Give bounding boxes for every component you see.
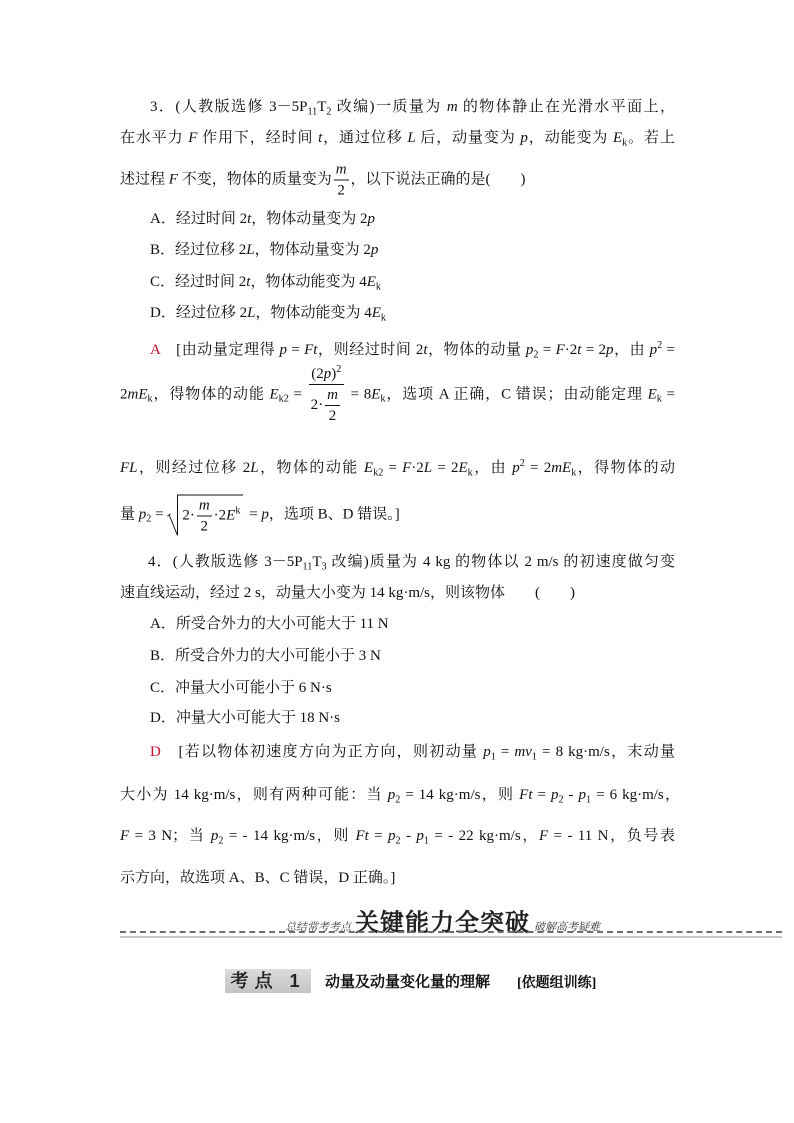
math-variable: t (577, 342, 582, 358)
question-4-answer-line-3 (120, 825, 675, 847)
fraction-numerator (334, 161, 349, 181)
option-label: A． (150, 211, 176, 227)
answer-text (160, 744, 675, 763)
question-3-stem-line-2 (120, 127, 675, 149)
text-run: 冲量大小可能大于 18 N·s (175, 710, 341, 726)
option-label: B． (150, 648, 176, 664)
subscript: k (147, 393, 153, 405)
text-run: = 6 kg·m/s， (591, 787, 680, 803)
math-variable: p (416, 828, 424, 844)
option-text (175, 274, 381, 293)
text-run: ·2 (564, 342, 578, 358)
text-run: 量 (120, 506, 139, 523)
math-variable: p (210, 828, 219, 844)
text-run: 2· (182, 507, 195, 524)
text-run: 冲量大小可能小于 6 N·s (175, 680, 332, 696)
subscript: 1 (531, 751, 537, 763)
text-run: = (287, 342, 305, 358)
question-3-answer-line-4 (120, 495, 400, 536)
text-run: 经过时间 2 (175, 211, 248, 227)
answer-text (160, 340, 675, 361)
math-variable: m (198, 497, 210, 514)
option-label: C． (150, 274, 176, 290)
text-run: 改编)一质量为 (331, 99, 447, 115)
text-run: ，物体的动能 (258, 460, 364, 476)
fraction (197, 497, 212, 536)
superscript: 2 (657, 340, 663, 352)
subscript: 1 (586, 794, 592, 806)
question-4-answer-line-1 (150, 741, 675, 763)
question-3-option-d (150, 302, 386, 324)
math-variable: Ft (304, 342, 318, 358)
text-run: (2 (311, 366, 324, 382)
text-run: ，选项 B、D 错误。] (268, 506, 400, 523)
question-3-option-c (150, 271, 381, 293)
superscript: k (235, 505, 241, 517)
text-run: T (317, 99, 327, 115)
math-variable: p (512, 460, 520, 476)
subscript: 2 (146, 513, 152, 525)
text-run: 不变，物体的质量变为 (177, 171, 332, 188)
question-3-stem-line-1 (150, 96, 675, 118)
text-run: 经过位移 2 (175, 242, 247, 258)
text-run: = 3 N；当 (129, 828, 211, 844)
math-variable: F (120, 828, 130, 844)
math-variable: L (246, 242, 255, 258)
subscript: k (467, 467, 473, 479)
banner-divider (120, 931, 782, 938)
text-run: 所受合外力的大小可能小于 3 N (175, 648, 381, 664)
option-text (175, 680, 332, 696)
text-run: ，以下说法正确的是( ) (350, 171, 526, 188)
math-variable: t (246, 274, 251, 290)
math-variable: m (335, 161, 347, 178)
text-run: 作用下，经时间 (197, 130, 319, 146)
math-variable: m (327, 387, 338, 403)
text-run: = (383, 460, 403, 476)
text-run: = - 14 kg·m/s，则 (223, 828, 356, 844)
text-run: = 2 (581, 342, 607, 358)
subscript: k (380, 312, 386, 324)
fraction-denominator (334, 181, 349, 200)
math-variable: p (550, 787, 559, 803)
math-variable: p (367, 211, 376, 227)
math-variable: p (525, 342, 534, 358)
subscript: 11 (302, 561, 313, 573)
math-variable: F (538, 828, 549, 844)
text-run: 在水平力 (120, 130, 189, 146)
question-3-option-b (150, 239, 378, 261)
option-label: C． (150, 680, 176, 696)
superscript: 2 (336, 364, 342, 376)
text-run: 述过程 (120, 171, 169, 188)
question-3-stem-line-3 (120, 161, 526, 200)
math-variable: t (247, 211, 252, 227)
question-4-answer-line-2 (120, 784, 680, 806)
math-variable: FL (120, 460, 138, 476)
text-run: 的物体静止在光滑水平面上， (457, 99, 675, 115)
fraction-numerator (325, 386, 340, 406)
math-variable: E (458, 460, 468, 476)
text-run: ，物体动能变为 4 (255, 305, 372, 321)
subscript: 11 (307, 106, 318, 118)
fraction-denominator (309, 385, 344, 425)
math-variable: F (402, 460, 412, 476)
text-run: = - 11 N，负号表 (548, 828, 676, 844)
text-run: = (532, 787, 551, 803)
math-variable: E (363, 460, 374, 476)
text-run: = 8 kg·m/s，末动量 (537, 744, 675, 760)
option-label: D． (150, 305, 176, 321)
banner-left-caption: 总结常考考点 (285, 921, 351, 934)
question-4-stem-line-1 (148, 551, 675, 573)
text-run: = 2 (432, 460, 459, 476)
text-run: ，动能变为 (527, 130, 613, 146)
math-variable: L (247, 305, 256, 321)
text-run: - (400, 828, 417, 844)
topic-badge-label: 考点 1 (230, 971, 306, 991)
option-label: B． (150, 242, 176, 258)
math-variable: Ft (519, 787, 533, 803)
text-run: 2 (328, 408, 337, 424)
text-run: 2 (120, 386, 128, 403)
subscript: 2 (558, 794, 564, 806)
math-variable: L (423, 460, 433, 476)
text-run: 。若上 (627, 130, 675, 146)
text-run: ，物体动量变为 2 (254, 242, 371, 258)
text-run: = 14 kg·m/s，则 (400, 787, 520, 803)
text-run: 所受合外力的大小可能大于 11 N (175, 616, 389, 632)
text-run: = (288, 386, 307, 403)
text-run: = (538, 342, 556, 358)
option-text (175, 242, 378, 258)
text-run: 后，动量变为 (415, 130, 521, 146)
subscript: 1 (423, 835, 429, 847)
option-text (176, 710, 340, 726)
text-run: ·2 (411, 460, 424, 476)
text-run: ，由 (613, 342, 650, 358)
text-run: 经过位移 2 (175, 305, 248, 321)
text-run: ，则经过时间 2 (317, 342, 424, 358)
question-4-answer-line-4 (120, 867, 395, 889)
text-run: [若以物体初速度方向为正方向，则初动量 (160, 744, 484, 760)
subscript: k (656, 393, 662, 405)
subscript: 3 (321, 561, 327, 573)
option-text (176, 616, 389, 632)
answer-letter: D (150, 744, 161, 760)
text-run: ，得物体的动 (576, 460, 675, 476)
text-run: ·2 (213, 507, 227, 524)
subscript: 2 (395, 794, 401, 806)
math-variable: F (168, 171, 178, 188)
text-run: ，由 (472, 460, 513, 476)
text-run: - (563, 787, 579, 803)
text-run: ，物体的动量 (427, 342, 526, 358)
question-3-answer-line-1 (150, 339, 675, 361)
math-variable: mE (551, 460, 572, 476)
text-run: ，物体动能变为 4 (250, 274, 367, 290)
text-run: = (662, 342, 675, 358)
math-variable: mE (127, 386, 148, 403)
text-run: = 2 (524, 460, 552, 476)
question-4-option-c (150, 677, 332, 699)
text-run: 速直线运动，经过 2 s，动量大小变为 14 kg·m/s，则该物体 ( ) (120, 585, 575, 601)
subscript: k (380, 393, 386, 405)
banner-title: 关键能力全突破 (355, 909, 530, 937)
text-run: ，得物体的动能 (152, 386, 270, 403)
math-variable: p (261, 506, 269, 523)
math-variable: t (318, 130, 323, 146)
question-3-answer-line-2 (120, 365, 675, 425)
question-3-option-a (150, 208, 375, 230)
text-run: 改编)质量为 4 kg 的物体以 2 m/s 的初速度做匀变 (326, 554, 675, 570)
subscript: k (375, 281, 381, 293)
option-text (175, 648, 381, 664)
subscript: 2 (218, 835, 224, 847)
text-run: 经过时间 2 (175, 274, 247, 290)
text-run: ) (331, 366, 337, 382)
math-variable: m (446, 99, 458, 115)
text-run: = (151, 506, 168, 523)
fraction (325, 386, 340, 425)
math-variable: E (269, 386, 279, 403)
option-label: A． (150, 616, 176, 632)
text-run: = (495, 744, 515, 760)
text-run: 3．(人教版选修 3－5P (150, 99, 308, 115)
math-variable: L (407, 130, 416, 146)
math-variable: p (649, 342, 658, 358)
math-variable: F (188, 130, 198, 146)
text-run: T (312, 554, 322, 570)
math-variable: p (578, 787, 587, 803)
option-text (175, 305, 386, 324)
text-run: 2 (337, 182, 345, 199)
math-variable: p (323, 366, 332, 382)
fraction (309, 365, 344, 425)
subscript: 2 (326, 106, 332, 118)
math-variable: p (387, 787, 396, 803)
text-run: ，物体动量变为 2 (251, 211, 368, 227)
topic-badge (225, 969, 311, 993)
math-variable: p (279, 342, 288, 358)
subscript: k (571, 467, 577, 479)
math-variable: p (388, 828, 396, 844)
math-variable: E (366, 274, 376, 290)
math-variable: p (606, 342, 614, 358)
option-text (176, 211, 375, 227)
subscript: 2 (533, 349, 539, 361)
square-root (177, 495, 243, 536)
text-run: 2 (200, 518, 208, 535)
math-variable: E (612, 130, 623, 146)
subscript: k (622, 137, 628, 149)
math-variable: t (423, 342, 428, 358)
math-variable: Ft (355, 828, 369, 844)
fraction-numerator (309, 365, 344, 385)
math-variable: E (647, 386, 657, 403)
text-run: 大小为 14 kg·m/s，则有两种可能：当 (120, 787, 388, 803)
text-run: = (661, 386, 675, 403)
text-run: 示方向，故选项 A、B、C 错误，D 正确。] (120, 870, 396, 886)
question-4-option-d (150, 707, 340, 729)
fraction-denominator (325, 406, 340, 425)
math-variable: F (555, 342, 565, 358)
text-run: = (245, 506, 262, 523)
fraction (334, 161, 349, 200)
fraction-numerator (197, 497, 212, 517)
superscript: 2 (519, 458, 525, 470)
math-variable: p (370, 242, 379, 258)
subscript: 2 (395, 835, 401, 847)
question-4-option-b (150, 645, 381, 667)
subscript: 1 (490, 751, 496, 763)
math-variable: p (483, 744, 491, 760)
text-run: [由动量定理得 (160, 342, 280, 358)
math-variable: E (371, 386, 381, 403)
text-run: 4．(人教版选修 3－5P (148, 554, 303, 570)
option-label: D． (150, 710, 176, 726)
question-4-option-a (150, 613, 389, 635)
fraction-denominator (197, 517, 212, 536)
math-variable: p (138, 506, 147, 523)
math-variable: L (250, 460, 259, 476)
math-variable: E (226, 507, 236, 524)
text-run: = - 22 kg·m/s， (429, 828, 539, 844)
topic-title: 动量及动量变化量的理解 (325, 973, 491, 991)
subscript: k2 (278, 393, 289, 405)
math-variable: E (371, 305, 381, 321)
math-variable: mv (514, 744, 532, 760)
text-run: ，通过位移 (322, 130, 408, 146)
text-run: 2· (310, 396, 324, 413)
question-4-stem-line-2 (120, 582, 575, 604)
text-run: ，选项 A 正确，C 错误；由动能定理 (385, 386, 648, 403)
math-variable: p (520, 130, 528, 146)
text-run: = 8 (345, 386, 372, 403)
question-3-answer-line-3 (120, 457, 675, 479)
topic-tag: [依题组训练] (517, 976, 597, 991)
answer-letter: A (150, 342, 161, 358)
text-run: = (368, 828, 389, 844)
subscript: k2 (373, 467, 384, 479)
text-run: ，则经过位移 2 (137, 460, 251, 476)
banner-right-caption: 破解高考疑难 (534, 921, 600, 934)
